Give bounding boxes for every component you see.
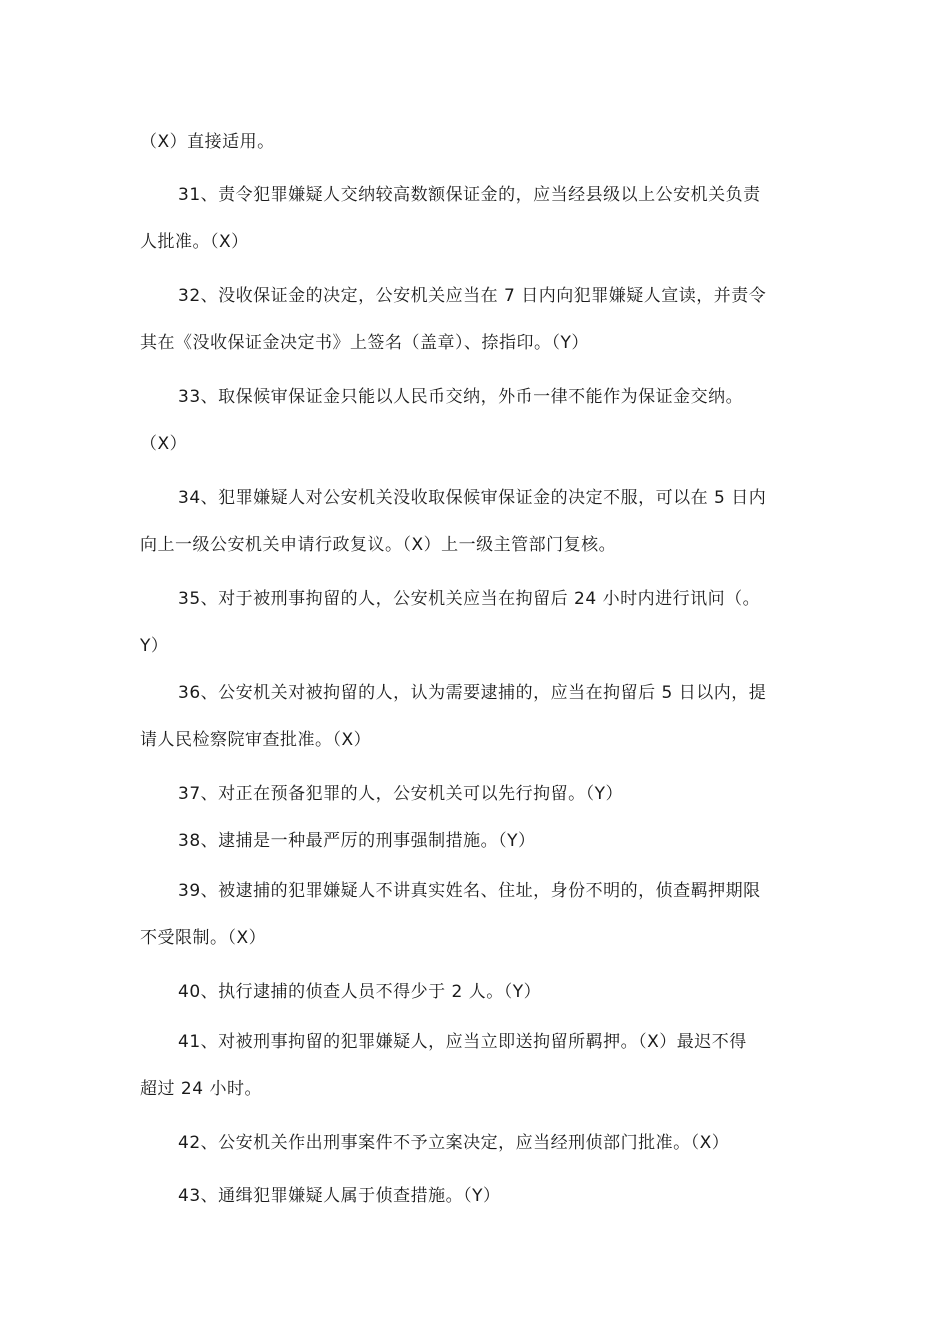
question-32-line-1: 32、没收保证金的决定，公安机关应当在 7 日内向犯罪嫌疑人宣读，并责令	[178, 286, 767, 306]
text-line: （X）直接适用。	[140, 132, 275, 152]
question-35-line-2: Y）	[140, 636, 169, 656]
question-37: 37、对正在预备犯罪的人，公安机关可以先行拘留。（Y）	[178, 784, 624, 804]
question-40: 40、执行逮捕的侦查人员不得少于 2 人。（Y）	[178, 982, 542, 1002]
question-34-line-1: 34、犯罪嫌疑人对公安机关没收取保候审保证金的决定不服，可以在 5 日内	[178, 488, 767, 508]
question-39-line-1: 39、被逮捕的犯罪嫌疑人不讲真实姓名、住址，身份不明的，侦查羁押期限	[178, 881, 761, 901]
question-34-line-2: 向上一级公安机关申请行政复议。（X）上一级主管部门复核。	[140, 535, 617, 555]
question-39-line-2: 不受限制。（X）	[140, 928, 267, 948]
question-31-line-2: 人批准。（X）	[140, 232, 249, 252]
question-41-line-1: 41、对被刑事拘留的犯罪嫌疑人，应当立即送拘留所羁押。（X）最迟不得	[178, 1032, 747, 1052]
question-36-line-2: 请人民检察院审查批准。（X）	[140, 730, 372, 750]
question-43: 43、通缉犯罪嫌疑人属于侦查措施。（Y）	[178, 1186, 501, 1206]
question-42: 42、公安机关作出刑事案件不予立案决定，应当经刑侦部门批准。（X）	[178, 1133, 730, 1153]
question-31-line-1: 31、责令犯罪嫌疑人交纳较高数额保证金的，应当经县级以上公安机关负责	[178, 185, 761, 205]
question-36-line-1: 36、公安机关对被拘留的人，认为需要逮捕的，应当在拘留后 5 日以内，提	[178, 683, 767, 703]
question-33-line-2: （X）	[140, 434, 188, 454]
question-38: 38、逮捕是一种最严厉的刑事强制措施。（Y）	[178, 831, 536, 851]
question-35-line-1: 35、对于被刑事拘留的人，公安机关应当在拘留后 24 小时内进行讯问（。	[178, 589, 761, 609]
question-33-line-1: 33、取保候审保证金只能以人民币交纳，外币一律不能作为保证金交纳。	[178, 387, 744, 407]
question-41-line-2: 超过 24 小时。	[140, 1079, 262, 1099]
question-32-line-2: 其在《没收保证金决定书》上签名（盖章）、捺指印。（Y）	[140, 333, 589, 353]
